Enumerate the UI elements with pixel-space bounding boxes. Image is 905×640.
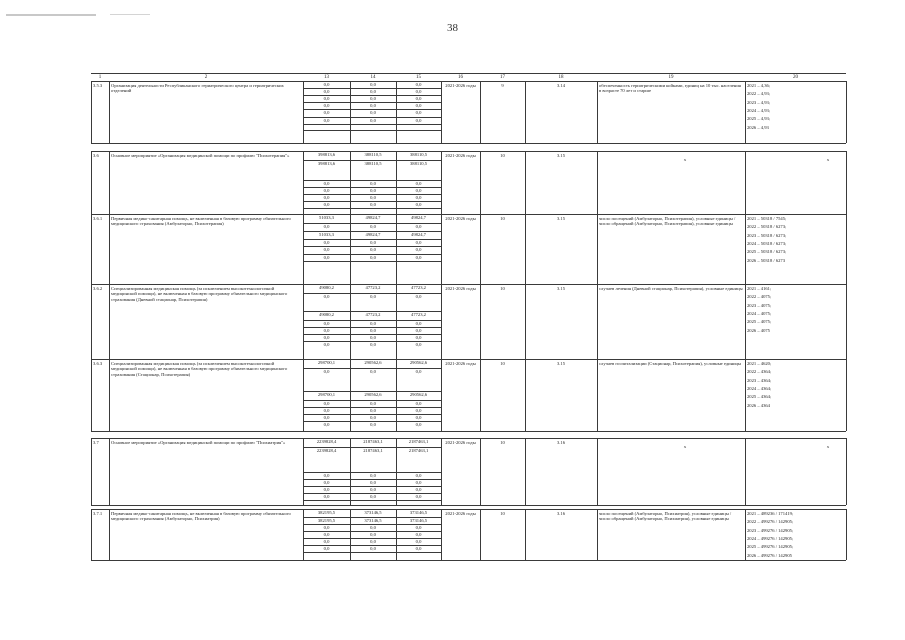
value-cell: 0,0 [323,532,330,537]
target-value-line: 2026 – 4,93 [747,124,769,130]
value-cell: 2187463,1 [363,448,383,453]
column-rule-0 [91,81,92,143]
column-rule-8 [597,284,598,359]
value-cell: 0,0 [323,401,330,406]
value-cell: 0,0 [370,321,376,326]
column-rule-7 [525,214,526,284]
value-cell: 0,0 [415,181,422,186]
value-cell: 0,0 [415,103,422,108]
row-top-rule [91,284,846,285]
column-rule-8 [597,214,598,284]
value-cell: 0,0 [323,473,330,478]
row-name: Первичная медико-санитарная помощь, не включенная в базовую программу обязательного медицинского страхования (Амбулаторно, Психотерапия) [111,216,291,227]
value-cell: 0,0 [370,96,376,101]
column-rule-0 [91,359,92,431]
column-rule-5 [441,359,442,431]
value-cell: 0,0 [370,546,376,551]
value-cell: 0,0 [323,335,330,340]
target-value-line: 2026 – 4364 [747,402,770,408]
indicator-cell: случаев госпитализации (Стационар, Психотерапия), условные единицы [599,361,742,366]
value-cell: 51033,3 [319,215,334,220]
target-value-line: 2023 – 4,93; [747,99,771,105]
value-sub-rule [303,552,441,553]
value-cell: 0,0 [415,89,422,94]
value-cell: 0,0 [370,415,376,420]
value-cell: 0,0 [370,103,376,108]
target-value-line: 2026 – 499276 / 142905 [747,552,792,558]
column-rule-5 [441,509,442,560]
value-cell: 0,0 [370,247,376,252]
period-cell: 2021-2026 годы [445,216,476,221]
value-cell: 0,0 [323,342,330,347]
value-cell: 0,0 [370,118,376,123]
row-id: 3.6 [93,153,99,158]
value-cell: 0,0 [415,118,422,123]
target-value-line: 2024 – 499276 / 142905; [747,535,794,541]
column-rule-5 [441,151,442,214]
column-rule-10 [846,359,847,431]
column-rule-9 [745,284,746,359]
row-name: Основное мероприятие «Организация медицинской помощи по профилю "Психиатрия"» [111,440,286,445]
indicator-cell: x [683,157,687,162]
indicator-number: 3.16 [556,511,566,516]
value-cell: 0,0 [370,342,376,347]
value-cell: 0,0 [415,294,422,299]
value-cell: 0,0 [370,401,376,406]
value-sub-rule [303,130,441,131]
target-number: 10 [500,153,505,158]
value-cell: 0,0 [370,539,376,544]
value-cell: 0,0 [415,96,422,101]
target-value-line: 2023 – 50318 / 6273; [747,232,787,238]
value-cell: 373146,5 [409,518,428,523]
column-rule-10 [846,214,847,284]
value-cell: 0,0 [323,539,330,544]
column-rule-0 [91,438,92,505]
column-rule-7 [525,81,526,143]
column-rule-0 [91,284,92,359]
target-value-line: 2021 – 4620; [747,361,772,366]
value-cell: 0,0 [323,96,330,101]
column-rule-10 [846,151,847,214]
value-cell: 47723,2 [365,312,381,317]
row-bottom-rule [91,143,846,144]
value-cell: 2187463,1 [408,448,429,453]
value-cell: 0,0 [415,480,422,485]
value-cell: 0,0 [323,110,330,115]
value-cell: 0,0 [370,181,376,186]
value-cell: 0,0 [370,110,376,115]
target-values-cell: x [826,444,830,449]
column-header-20: 20 [793,74,798,80]
value-cell: 290562,6 [409,392,428,397]
value-cell: 0,0 [415,110,422,115]
period-cell: 2021-2026 годы [445,440,476,445]
target-value-line: 2024 – 4,93; [747,107,771,113]
target-value-line: 2021 – 489236 / 171419; [747,511,794,516]
column-rule-10 [846,284,847,359]
column-rule-6 [480,438,481,505]
value-cell: 0,0 [323,415,330,420]
page-number: 38 [447,22,458,34]
column-rule-8 [597,438,598,505]
period-cell: 2021-2026 годы [445,286,476,291]
indicator-cell: случаев лечения (Дневной стационар, Психотерапия), условные единицы [599,286,743,291]
value-cell: 0,0 [323,103,330,108]
value-cell: 0,0 [370,422,376,427]
target-value-line: 2021 – 4161; [747,286,772,291]
row-bottom-rule [91,560,846,561]
column-rule-6 [480,359,481,431]
column-rule-7 [525,359,526,431]
target-value-line: 2026 – 4075 [747,327,770,333]
column-rule-7 [525,284,526,359]
target-value-line: 2025 – 4,93; [747,116,771,122]
value-cell: 0,0 [323,525,330,530]
column-rule-1 [109,284,110,359]
column-rule-8 [597,359,598,431]
value-cell: 373146,5 [364,510,382,515]
value-cell: 0,0 [370,240,376,245]
column-rule-8 [597,151,598,214]
target-value-line: 2025 – 499276 / 142905; [747,544,794,550]
row-top-rule [91,81,846,82]
indicator-cell: x [683,444,687,449]
target-number: 10 [500,511,505,516]
value-cell: 290562,6 [409,360,428,365]
value-cell: 0,0 [323,294,330,299]
value-cell: 0,0 [415,188,422,193]
value-cell: 0,0 [323,487,330,492]
target-number: 10 [500,440,505,445]
value-cell: 0,0 [323,89,330,94]
value-cell: 0,0 [323,247,330,252]
column-rule-5 [441,284,442,359]
value-cell: 0,0 [415,240,422,245]
value-cell: 0,0 [415,473,422,478]
value-cell: 0,0 [370,532,376,537]
column-rule-6 [480,151,481,214]
indicator-cell: число посещений (Амбулаторно, Психиатрия), условные единицы / число обращений (Амбулаторно, Психиатрия), условные единицы [599,511,732,522]
value-cell: 388110,5 [409,152,428,157]
value-cell: 49824,7 [365,215,381,220]
target-value-line: 2024 – 50318 / 6273; [747,240,787,246]
row-top-rule [91,359,846,360]
value-cell: 0,0 [415,255,422,260]
value-cell: 373146,5 [364,518,382,523]
value-cell: 0,0 [370,224,376,229]
column-header-2: 2 [204,74,208,80]
value-cell: 373146,5 [409,510,428,515]
value-cell: 0,0 [415,369,422,374]
value-cell: 0,0 [415,401,422,406]
column-rule-1 [109,509,110,560]
column-rule-6 [480,81,481,143]
target-value-line: 2023 – 499276 / 142905; [747,527,794,533]
target-number: 10 [500,216,505,221]
indicator-cell: обеспеченность гериатрическими койками, единиц на 10 тыс. населения в возрасте 70 лет и старше [599,83,741,94]
column-rule-10 [846,438,847,505]
indicator-number: 3.15 [556,216,566,221]
column-rule-0 [91,214,92,284]
value-cell: 0,0 [370,82,376,87]
value-cell: 0,0 [415,335,422,340]
indicator-number: 3.15 [556,153,566,158]
column-rule-5 [441,214,442,284]
value-sub-rule [303,208,441,209]
value-cell: 0,0 [323,224,330,229]
column-rule-9 [745,509,746,560]
value-cell: 382195,5 [317,518,336,523]
row-id: 3.7 [93,440,99,445]
value-cell: 49080,2 [319,312,334,317]
period-cell: 2021-2026 годы [445,511,476,516]
row-top-rule [91,151,846,152]
column-header-13: 13 [324,74,329,80]
row-top-rule [91,214,846,215]
value-cell: 0,0 [370,188,376,193]
column-rule-1 [109,151,110,214]
value-cell: 0,0 [415,415,422,420]
column-rule-1 [109,438,110,505]
target-values-cell: x [826,157,830,162]
target-value-line: 2025 – 4364; [747,394,772,400]
target-number: 10 [500,286,505,291]
target-value-line: 2021 – 50318 / 7545; [747,216,787,221]
value-cell: 0,0 [323,321,330,326]
value-cell: 0,0 [323,494,330,499]
column-header-15: 15 [416,74,421,80]
column-rule-5 [441,438,442,505]
value-cell: 0,0 [323,255,330,260]
indicator-cell: число посещений (Амбулаторно, Психотерапия), условные единицы / число обращений (Амбулаторно, Психотерапия), условные единицы [599,216,736,227]
row-id: 3.7.1 [93,511,103,516]
column-rule-9 [745,359,746,431]
value-cell: 2187463,1 [363,439,383,444]
value-cell: 0,0 [415,494,422,499]
target-value-line: 2023 – 4075; [747,302,772,308]
target-value-line: 2022 – 4075; [747,294,772,300]
value-cell: 47723,2 [365,285,381,290]
column-header-17: 17 [500,74,505,80]
value-cell: 2239828,4 [316,448,337,453]
value-cell: 0,0 [415,525,422,530]
value-cell: 0,0 [370,89,376,94]
value-cell: 0,0 [323,422,330,427]
value-cell: 388110,5 [364,161,382,166]
column-header-18: 18 [558,74,564,80]
value-cell: 398813,6 [317,152,336,157]
value-cell: 47723,2 [411,285,426,290]
value-cell: 49824,7 [411,232,426,237]
row-bottom-rule [91,505,846,506]
value-cell: 0,0 [370,480,376,485]
column-rule-6 [480,284,481,359]
value-cell: 0,0 [323,480,330,485]
row-name: Организация деятельности Республиканского гериатрического центра и гериатрических отделений [111,83,284,94]
value-cell: 0,0 [415,247,422,252]
value-cell: 398813,6 [317,161,336,166]
value-sub-rule [303,124,441,125]
target-value-line: 2022 – 499276 / 142905; [747,519,794,525]
value-sub-rule [303,261,441,262]
column-rule-9 [745,151,746,214]
column-rule-1 [109,214,110,284]
column-rule-10 [846,81,847,143]
value-cell: 0,0 [370,328,376,333]
value-cell: 0,0 [323,82,330,87]
value-cell: 0,0 [370,294,376,299]
row-name: Специализированная медицинская помощь (за исключением высокотехнологичной медицинской помощи), не включенная в базовую программу обязательного медицинского страхования (Стационар, Психотерапия) [111,361,288,377]
value-cell: 2187463,1 [408,439,429,444]
value-cell: 0,0 [415,321,422,326]
indicator-number: 3.16 [556,440,566,445]
value-cell: 382195,5 [317,510,336,515]
column-rule-8 [597,81,598,143]
target-value-line: 2022 – 4364; [747,369,772,375]
value-cell: 0,0 [415,195,422,200]
column-rule-9 [745,81,746,143]
row-top-rule [91,438,846,439]
value-cell: 0,0 [370,473,376,478]
row-id: 3.6.2 [93,286,103,291]
row-top-rule [91,509,846,510]
value-cell: 0,0 [415,82,422,87]
value-cell: 0,0 [415,539,422,544]
value-cell: 0,0 [370,494,376,499]
column-rule-10 [846,509,847,560]
row-id: 3.5.3 [93,83,103,88]
value-cell: 0,0 [415,328,422,333]
value-cell: 0,0 [323,188,330,193]
value-cell: 298700,1 [317,392,336,397]
column-rule-8 [597,509,598,560]
value-cell: 0,0 [370,487,376,492]
value-cell: 0,0 [415,532,422,537]
column-rule-9 [745,214,746,284]
value-cell: 0,0 [323,202,330,207]
value-cell: 0,0 [323,118,330,123]
indicator-number: 3.14 [556,83,566,88]
value-cell: 0,0 [323,408,330,413]
value-cell: 298700,1 [317,360,336,365]
value-cell: 0,0 [370,369,376,374]
value-cell: 0,0 [370,255,376,260]
period-cell: 2021-2026 годы [445,361,476,366]
target-value-line: 2021 – 4,36; [747,83,771,88]
value-cell: 388110,5 [364,152,382,157]
value-cell: 0,0 [415,342,422,347]
value-cell: 290562,6 [364,392,382,397]
value-cell: 0,0 [415,202,422,207]
value-cell: 0,0 [370,525,376,530]
value-cell: 0,0 [415,487,422,492]
target-value-line: 2024 – 4075; [747,310,772,316]
column-rule-7 [525,509,526,560]
column-rule-5 [441,81,442,143]
row-bottom-rule [91,431,846,432]
column-rule-0 [91,151,92,214]
indicator-number: 3.15 [556,286,566,291]
column-rule-1 [109,81,110,143]
column-header-19: 19 [668,74,674,80]
column-header-14: 14 [370,74,376,80]
value-cell: 0,0 [370,195,376,200]
column-rule-7 [525,151,526,214]
target-value-line: 2022 – 4,93; [747,91,771,97]
target-number: 9 [501,83,504,88]
target-value-line: 2025 – 4075; [747,319,772,325]
value-cell: 388110,5 [409,161,428,166]
value-cell: 0,0 [370,202,376,207]
value-cell: 47723,2 [411,312,426,317]
value-cell: 0,0 [323,195,330,200]
target-value-line: 2026 – 50318 / 6273 [747,257,786,263]
column-rule-6 [480,214,481,284]
value-cell: 0,0 [323,240,330,245]
value-cell: 0,0 [370,408,376,413]
value-cell: 0,0 [323,546,330,551]
row-name: Специализированная медицинская помощь (за исключением высокотехнологичной медицинской помощи), не включенная в базовую программу обязательного медицинского страхования (Дневной стационар, Психотерапия) [111,286,288,302]
value-cell: 0,0 [370,335,376,340]
column-rule-9 [745,438,746,505]
value-cell: 49080,2 [319,285,334,290]
value-cell: 0,0 [323,181,330,186]
value-cell: 2239828,4 [316,439,337,444]
column-rule-0 [91,509,92,560]
value-cell: 290562,6 [364,360,382,365]
value-cell: 0,0 [415,422,422,427]
column-header-1: 1 [98,74,102,80]
row-id: 3.6.3 [93,361,103,366]
row-id: 3.6.1 [93,216,103,221]
target-value-line: 2024 – 4364; [747,385,772,391]
value-cell: 0,0 [415,224,422,229]
value-cell: 49824,7 [411,215,426,220]
value-cell: 0,0 [323,328,330,333]
value-cell: 0,0 [415,546,422,551]
value-cell: 51033,3 [319,232,334,237]
target-value-line: 2025 – 50318 / 6273; [747,249,787,255]
column-rule-7 [525,438,526,505]
value-cell: 0,0 [323,369,330,374]
column-rule-1 [109,359,110,431]
column-rule-6 [480,509,481,560]
value-cell: 0,0 [415,408,422,413]
indicator-number: 3.15 [556,361,566,366]
row-name: Основное мероприятие «Организация медицинской помощи по профилю "Психотерапия"» [111,153,290,158]
target-number: 10 [500,361,505,366]
target-value-line: 2023 – 4364; [747,377,772,383]
target-value-line: 2022 – 50318 / 6273; [747,224,787,230]
value-cell: 49824,7 [365,232,381,237]
row-name: Первичная медико-санитарная помощь, не включенная в базовую программу обязательного медицинского страхования (Амбулаторно, Психиатрия) [111,511,291,522]
value-sub-rule [303,500,441,501]
period-cell: 2021-2026 годы [445,153,476,158]
column-header-16: 16 [458,74,463,80]
period-cell: 2021-2026 годы [445,83,476,88]
